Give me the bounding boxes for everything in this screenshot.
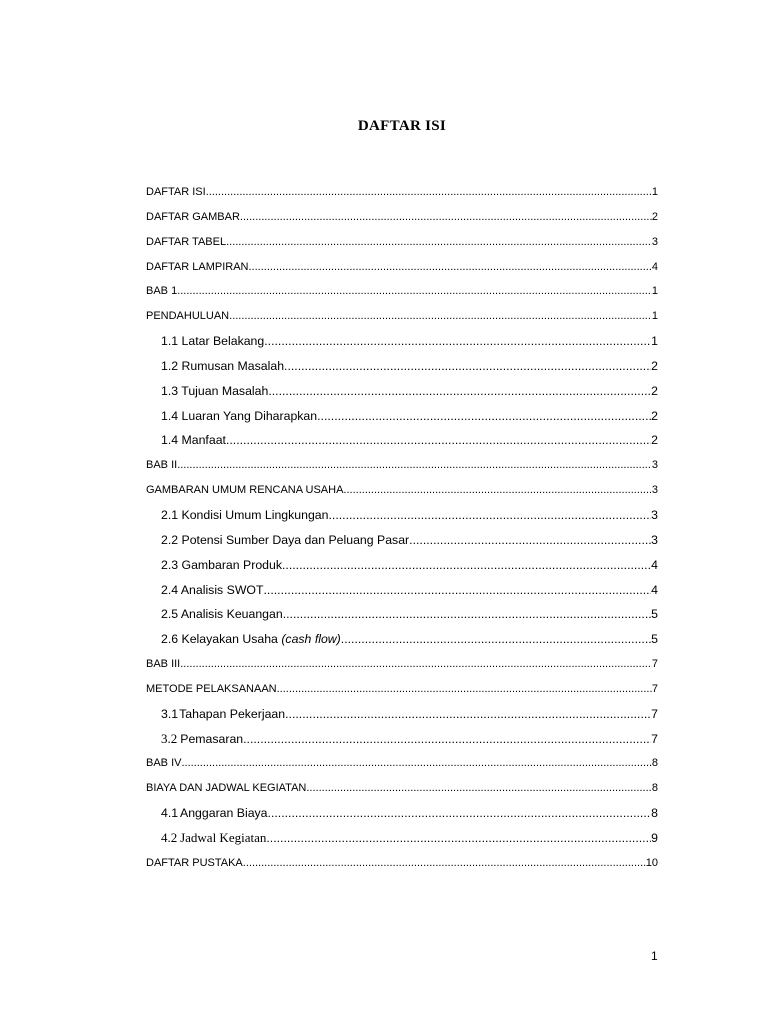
toc-entry-label: BAB III xyxy=(146,658,181,671)
toc-dot-leader xyxy=(248,255,651,280)
toc-dot-leader xyxy=(226,230,652,255)
toc-entry[interactable] xyxy=(146,255,658,280)
toc-dot-leader xyxy=(306,776,652,801)
toc-entry-label: 2.3 Gambaran Produk xyxy=(161,557,282,572)
toc-subentry[interactable] xyxy=(146,702,658,727)
toc-subentry[interactable] xyxy=(146,428,658,453)
toc-dot-leader xyxy=(206,180,652,205)
toc-entry-page: 7 xyxy=(651,706,658,721)
toc-subentry[interactable] xyxy=(146,578,658,603)
toc-subentry[interactable] xyxy=(146,528,658,553)
toc-entry-label: 2.5 Analisis Keuangan xyxy=(161,607,283,622)
toc-entry-page: 8 xyxy=(651,806,658,821)
toc-entry-label: Anggaran Biaya xyxy=(180,806,268,821)
toc-dot-leader xyxy=(229,304,652,329)
toc-dot-leader xyxy=(268,379,651,404)
toc-entry-label: DAFTAR ISI xyxy=(146,186,206,198)
toc-entry-label: METODE PELAKSANAAN xyxy=(146,682,277,695)
toc-entry-label: Pemasaran xyxy=(180,731,244,746)
toc-entry-label: 1.4 Manfaat xyxy=(161,433,226,448)
toc-entry-label: 2.4 Analisis SWOT xyxy=(161,582,264,597)
toc-entry-page: 2 xyxy=(651,408,658,423)
toc-entry-page: 7 xyxy=(651,731,658,746)
toc-entry-label: PENDAHULUAN xyxy=(146,310,230,323)
toc-dot-leader xyxy=(264,578,652,603)
toc-dot-leader xyxy=(180,652,652,677)
toc-entry-label: Tahapan Pekerjaan xyxy=(179,706,286,721)
toc-entry[interactable] xyxy=(146,751,658,776)
toc-entry-label: 1.1 Latar Belakang xyxy=(161,334,265,349)
toc-subentry[interactable] xyxy=(146,503,658,528)
toc-dot-leader xyxy=(181,751,651,776)
toc-dot-leader xyxy=(283,602,651,627)
toc-dot-leader xyxy=(177,279,652,304)
toc-subentry[interactable] xyxy=(146,553,658,578)
toc-entry-page: 4 xyxy=(651,557,658,572)
toc-dot-leader xyxy=(268,801,652,826)
toc-subentry[interactable] xyxy=(146,379,658,404)
toc-entry[interactable] xyxy=(146,652,658,677)
toc-dot-leader xyxy=(177,453,652,478)
toc-entry-page: 3 xyxy=(651,459,658,472)
toc-entry-page: 4 xyxy=(651,260,658,273)
toc-entry-page: 2 xyxy=(651,433,658,448)
toc-entry-label: BAB 1 xyxy=(146,285,178,298)
toc-entry-label: 2.1 Kondisi Umum Lingkungan xyxy=(161,507,329,522)
toc-entry-page: 1 xyxy=(651,334,658,349)
toc-entry[interactable] xyxy=(146,851,658,876)
toc-dot-leader xyxy=(343,478,651,503)
toc-entry-page: 1 xyxy=(651,285,658,298)
toc-dot-leader xyxy=(328,503,651,528)
toc-entry-page: 3 xyxy=(651,484,658,497)
toc-entry-page: 3 xyxy=(651,507,658,522)
toc-dot-leader xyxy=(409,528,651,553)
toc-dot-leader xyxy=(243,851,646,876)
toc-entry-page: 5 xyxy=(651,607,658,622)
toc-subentry[interactable] xyxy=(146,727,658,752)
toc-entry-page: 7 xyxy=(651,658,658,671)
toc-dot-leader xyxy=(341,627,651,652)
toc-entry-page: 1 xyxy=(651,186,658,198)
toc-entry-page: 9 xyxy=(651,830,658,845)
page-title: DAFTAR ISI xyxy=(357,118,447,134)
toc-entry[interactable] xyxy=(146,205,658,230)
toc-dot-leader xyxy=(243,727,651,752)
toc-entry[interactable] xyxy=(146,776,658,801)
toc-entry-page: 8 xyxy=(651,757,658,770)
toc-dot-leader xyxy=(226,428,651,453)
toc-entry-number: 4.2 xyxy=(161,829,178,845)
toc-entry-label: BIAYA DAN JADWAL KEGIATAN xyxy=(146,782,307,795)
toc-entry-label: DAFTAR PUSTAKA xyxy=(146,856,243,869)
toc-entry-label-text: 2.6 Kelayakan Usaha xyxy=(161,632,282,647)
toc-entry-label: 2.2 Potensi Sumber Daya dan Peluang Pasar xyxy=(161,532,410,547)
toc-dot-leader xyxy=(282,553,651,578)
toc-entry-page: 10 xyxy=(645,856,658,869)
toc-dot-leader xyxy=(240,205,652,230)
toc-entry-label: 1.3 Tujuan Masalah xyxy=(161,383,269,398)
toc-entry-page: 5 xyxy=(651,632,658,647)
toc-entry-page: 2 xyxy=(651,383,658,398)
toc-entry-page: 2 xyxy=(651,358,658,373)
toc-entry-page: 7 xyxy=(651,682,658,695)
toc-dot-leader xyxy=(277,677,652,702)
toc-dot-leader xyxy=(285,702,651,727)
toc-entry-label: 1.2 Rumusan Masalah xyxy=(161,358,285,373)
toc-entry-label: DAFTAR GAMBAR xyxy=(146,210,240,223)
toc-entry-label: Jadwal Kegiatan xyxy=(180,829,267,845)
toc-entry-page: 3 xyxy=(651,235,658,248)
toc-subentry[interactable] xyxy=(146,801,658,826)
toc-entry-number: 4.1 xyxy=(161,806,179,821)
toc-subentry[interactable] xyxy=(146,329,658,354)
toc-entry[interactable] xyxy=(146,279,658,304)
toc-dot-leader xyxy=(264,329,651,354)
toc-entry-page: 2 xyxy=(651,210,658,223)
toc-entry-page: 8 xyxy=(651,782,658,795)
table-of-contents xyxy=(146,180,658,876)
toc-entry[interactable] xyxy=(146,677,658,702)
toc-entry-page: 1 xyxy=(651,310,658,323)
toc-entry-label: DAFTAR LAMPIRAN xyxy=(146,260,249,273)
toc-dot-leader xyxy=(284,354,651,379)
toc-entry-label: 1.4 Luaran Yang Diharapkan xyxy=(161,408,318,423)
toc-entry-number: 3.1 xyxy=(161,706,179,721)
toc-entry-label: BAB II xyxy=(146,459,178,472)
toc-subentry[interactable] xyxy=(146,354,658,379)
toc-entry-label: BAB IV xyxy=(146,757,182,770)
toc-entry[interactable] xyxy=(146,180,658,205)
toc-dot-leader xyxy=(266,826,651,851)
toc-entry-label xyxy=(161,627,341,652)
toc-entry[interactable] xyxy=(146,304,658,329)
toc-entry[interactable] xyxy=(146,453,658,478)
toc-entry-label: GAMBARAN UMUM RENCANA USAHA xyxy=(146,484,344,497)
toc-subentry[interactable] xyxy=(146,404,658,429)
toc-entry-number: 3.2 xyxy=(161,730,178,746)
footer-page-number: 1 xyxy=(651,949,658,963)
toc-entry[interactable] xyxy=(146,478,658,503)
toc-entry[interactable] xyxy=(146,230,658,255)
toc-entry-page: 3 xyxy=(651,532,658,547)
toc-entry-label-italic: (cash flow) xyxy=(281,632,341,647)
toc-subentry[interactable] xyxy=(146,826,658,851)
toc-entry-label: DAFTAR TABEL xyxy=(146,235,227,248)
toc-subentry[interactable] xyxy=(146,602,658,627)
toc-subentry[interactable] xyxy=(146,627,658,652)
toc-entry-page: 4 xyxy=(651,582,658,597)
toc-dot-leader xyxy=(317,404,651,429)
